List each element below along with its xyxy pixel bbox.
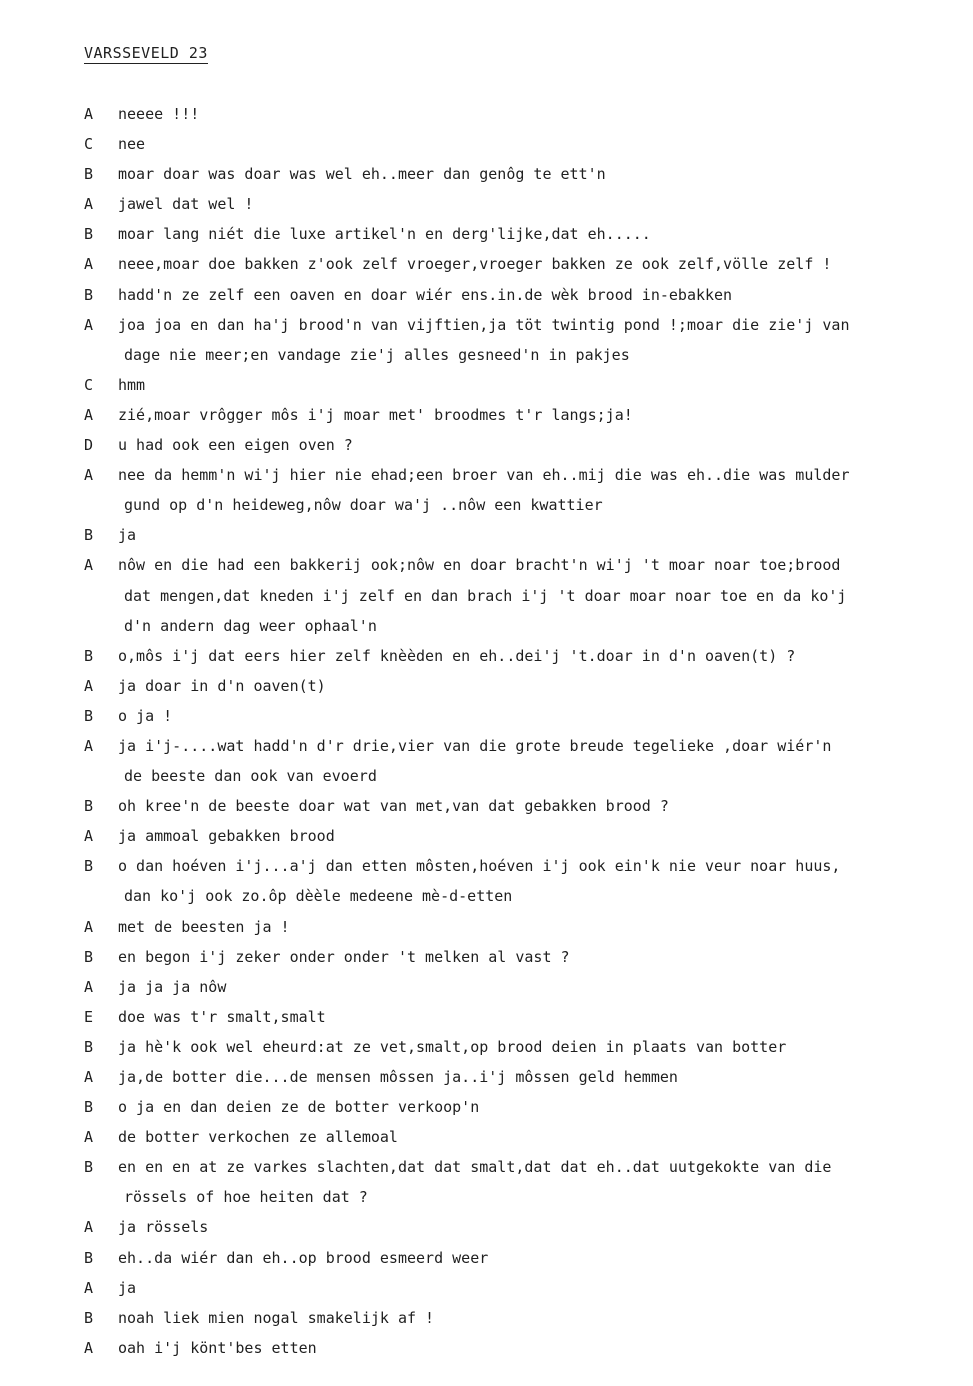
transcript-line — [84, 1248, 973, 1278]
transcript-line — [84, 1037, 973, 1067]
speaker-label: B — [84, 285, 94, 304]
utterance-text: oah i'j könt'bes etten — [118, 1338, 317, 1357]
speaker-label: C — [84, 375, 94, 394]
transcript-line — [84, 1308, 973, 1338]
speaker-label: A — [84, 1278, 94, 1297]
transcript-line — [84, 1157, 973, 1187]
speaker-label: B — [84, 797, 94, 816]
page-title: VARSSEVELD 23 — [84, 44, 208, 62]
utterance-text: ja i'j-....wat hadd'n d'r drie,vier van die grote breude tegelieke ,doar wiér'n — [118, 736, 832, 755]
transcript-body — [84, 104, 973, 1368]
utterance-text: en begon i'j zeker onder onder 't melken al vast ? — [118, 947, 570, 966]
speaker-label: B — [84, 165, 94, 184]
transcript-line — [84, 706, 973, 736]
transcript-line — [84, 856, 973, 886]
transcript-line-continuation — [84, 495, 973, 525]
utterance-text: dan ko'j ook zo.ôp dèèle medeene mè-d-etten — [124, 887, 513, 906]
transcript-line — [84, 977, 973, 1007]
transcript-line — [84, 1278, 973, 1308]
speaker-label: A — [84, 736, 94, 755]
transcript-line — [84, 736, 973, 766]
utterance-text: ja ja ja nôw — [118, 977, 227, 996]
transcript-line-continuation — [84, 616, 973, 646]
utterance-text: neeee !!! — [118, 105, 200, 123]
transcript-line-continuation — [84, 886, 973, 916]
utterance-text: u had ook een eigen oven ? — [118, 436, 353, 455]
transcript-line — [84, 525, 973, 555]
speaker-label: B — [84, 1158, 94, 1177]
speaker-label: E — [84, 1007, 94, 1026]
utterance-text: o dan hoéven i'j...a'j dan etten môsten,hoéven i'j ook ein'k nie veur noar huus, — [118, 857, 841, 876]
utterance-text: hmm — [118, 375, 146, 394]
transcript-line — [84, 104, 973, 134]
utterance-text: eh..da wiér dan eh..op brood esmeerd weer — [118, 1248, 489, 1267]
transcript-line — [84, 194, 973, 224]
utterance-text: d'n andern dag weer ophaal'n — [124, 616, 377, 635]
transcript-line — [84, 1007, 973, 1037]
speaker-label: B — [84, 706, 94, 725]
speaker-label: C — [84, 135, 94, 154]
utterance-text: nôw en die had een bakkerij ook;nôw en doar bracht'n wi'j 't moar noar toe;brood — [118, 556, 841, 575]
transcript-line — [84, 917, 973, 947]
transcript-line — [84, 315, 973, 345]
utterance-text: ja rössels — [118, 1218, 209, 1237]
utterance-text: de beeste dan ook van evoerd — [124, 767, 377, 786]
utterance-text: moar doar was doar was wel eh..meer dan genôg te ett'n — [118, 165, 606, 184]
speaker-label: A — [84, 1068, 94, 1086]
transcript-line-continuation — [84, 586, 973, 616]
speaker-label: A — [84, 405, 94, 424]
utterance-text: met de beesten ja ! — [118, 917, 290, 936]
utterance-text: rössels of hoe heiten dat ? — [124, 1188, 368, 1207]
speaker-label: A — [84, 676, 94, 695]
speaker-label: A — [84, 255, 94, 274]
transcript-line — [84, 676, 973, 706]
utterance-text: neee,moar doe bakken z'ook zelf vroeger,vroeger bakken ze ook zelf,völle zelf ! — [118, 255, 832, 274]
transcript-line — [84, 1338, 973, 1368]
speaker-label: B — [84, 526, 94, 545]
speaker-label: A — [84, 917, 94, 936]
utterance-text: nee — [118, 135, 146, 154]
speaker-label: B — [84, 225, 94, 244]
transcript-line — [84, 826, 973, 856]
speaker-label: B — [84, 857, 94, 876]
speaker-label: A — [84, 1338, 94, 1357]
transcript-line — [84, 254, 973, 284]
transcript-line — [84, 164, 973, 194]
utterance-text: o,môs i'j dat eers hier zelf knèèden en eh..dei'j 't.doar in d'n oaven(t) ? — [118, 646, 796, 665]
speaker-label: A — [84, 827, 94, 846]
utterance-text: o ja ! — [118, 706, 173, 725]
utterance-text: gund op d'n heideweg,nôw doar wa'j ..nôw een kwattier — [124, 496, 603, 515]
speaker-label: A — [84, 1218, 94, 1237]
transcript-line — [84, 796, 973, 826]
transcript-line-continuation — [84, 1187, 973, 1217]
utterance-text: nee da hemm'n wi'j hier nie ehad;een broer van eh..mij die was eh..die was mulder — [118, 466, 850, 485]
transcript-line — [84, 375, 973, 405]
speaker-label: A — [84, 195, 94, 214]
transcript-line — [84, 555, 973, 585]
transcript-line — [84, 947, 973, 977]
speaker-label: A — [84, 556, 94, 575]
transcript-line — [84, 1067, 973, 1097]
speaker-label: A — [84, 977, 94, 996]
speaker-label: A — [84, 315, 94, 334]
utterance-text: dat mengen,dat kneden i'j zelf en dan brach i'j 't doar moar noar toe en da ko'j — [124, 586, 847, 605]
transcript-line — [84, 405, 973, 435]
utterance-text: zié,moar vrôgger môs i'j moar met' broodmes t'r langs;ja! — [118, 405, 633, 424]
utterance-text: oh kree'n de beeste doar wat van met,van dat gebakken brood ? — [118, 797, 669, 816]
transcript-line — [84, 224, 973, 254]
speaker-label: B — [84, 1037, 94, 1056]
speaker-label: B — [84, 947, 94, 966]
utterance-text: dage nie meer;en vandage zie'j alles gesneed'n in pakjes — [124, 345, 630, 364]
speaker-label: A — [84, 466, 94, 485]
utterance-text: joa joa en dan ha'j brood'n van vijftien,ja töt twintig pond !;moar die zie'j van — [118, 315, 850, 334]
transcript-line — [84, 285, 973, 315]
transcript-line — [84, 1127, 973, 1157]
speaker-label: B — [84, 1098, 94, 1117]
speaker-label: B — [84, 1248, 94, 1267]
speaker-label: B — [84, 646, 94, 665]
transcript-line — [84, 1097, 973, 1127]
utterance-text: ja doar in d'n oaven(t) — [118, 676, 326, 695]
speaker-label: A — [84, 1128, 94, 1147]
utterance-text: hadd'n ze zelf een oaven en doar wiér ens.in.de wèk brood in-ebakken — [118, 285, 733, 304]
transcript-line-continuation — [84, 766, 973, 796]
speaker-label: A — [84, 105, 94, 123]
utterance-text: noah liek mien nogal smakelijk af ! — [118, 1308, 435, 1327]
speaker-label: B — [84, 1308, 94, 1327]
utterance-text: jawel dat wel ! — [118, 195, 254, 214]
utterance-text: ja ammoal gebakken brood — [118, 827, 335, 846]
transcript-line — [84, 1217, 973, 1247]
utterance-text: moar lang niét die luxe artikel'n en derg'lijke,dat eh..... — [118, 225, 651, 244]
utterance-text: ja — [118, 526, 137, 545]
transcript-line — [84, 435, 973, 465]
transcript-line — [84, 646, 973, 676]
utterance-text: ja hè'k ook wel eheurd:at ze vet,smalt,op brood deien in plaats van botter — [118, 1037, 787, 1056]
speaker-label: D — [84, 436, 94, 455]
transcript-line-continuation — [84, 345, 973, 375]
utterance-text: doe was t'r smalt,smalt — [118, 1007, 326, 1026]
utterance-text: ja,de botter die...de mensen môssen ja..i'j môssen geld hemmen — [118, 1068, 678, 1086]
utterance-text: en en en at ze varkes slachten,dat dat smalt,dat dat eh..dat uutgekokte van die — [118, 1158, 832, 1177]
transcript-line — [84, 465, 973, 495]
utterance-text: o ja en dan deien ze de botter verkoop'n — [118, 1098, 480, 1117]
utterance-text: de botter verkochen ze allemoal — [118, 1128, 398, 1147]
utterance-text: ja — [118, 1278, 137, 1297]
transcript-line — [84, 134, 973, 164]
